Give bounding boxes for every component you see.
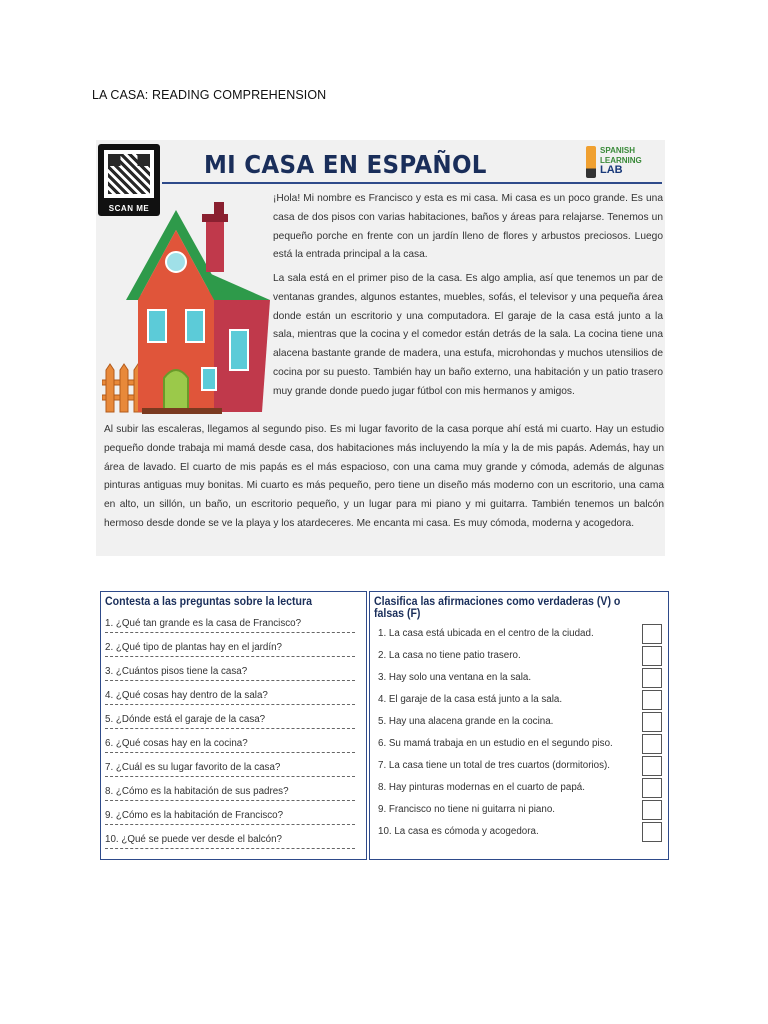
statement-item: 4. El garaje de la casa está junto a la sala. <box>378 694 563 705</box>
document-heading: LA CASA: READING COMPREHENSION <box>92 88 327 102</box>
paragraph-first-floor: La sala está en el primer piso de la casa. Es algo amplia, así que tenemos un par de ventanas grandes, algunos estantes, muebles, sofás, el televisor y una pequeña área donde están un escritorio y una computadora. El garaje de la casa está junto a la sala, mientras que la cocina y el comedor están detrás de la sala. La cocina tiene una alacena bastante grande de madera, una estufa, microhondas y muchos utensilios de cocina por su puesto. También hay un baño externo, una habitación y un patio trasero muy grande donde puedo jugar fútbol con mis hermanos y amigos. <box>273 273 663 397</box>
answer-box[interactable] <box>642 668 662 688</box>
question-item: 7. ¿Cuál es su lugar favorito de la casa? <box>105 762 355 777</box>
answer-box[interactable] <box>642 624 662 644</box>
logo-line-1: SPANISH <box>600 146 635 155</box>
logo-line-3: LAB <box>600 164 623 176</box>
question-item: 4. ¿Qué cosas hay dentro de la sala? <box>105 690 355 705</box>
paragraph-second-floor: Al subir las escaleras, llegamos al segundo piso. Es mi lugar favorito de la casa porque ahí está mi cuarto. Hay un estudio pequeño donde trabaja mi mamá desde casa, dos habitaciones más incluyendo la mía y la de mis papás. Además, hay un área de lavado. El cuarto de mis papás es el más espacioso, con una cama muy grande y cómoda, además de algunas pinturas antiguas muy bonitas. Mi cuarto es más pequeño, pero tiene un diseño más moderno con un escritorio, una cama en alto, un sillón, un baño, un escritorio pequeño, y un lugar para mi piano y mi guitarra. También tenemos un balcón hermoso desde donde se ve la playa y los atardeceres. Me encanta mi casa. Es muy cómoda, moderna y acogedora. <box>104 424 664 529</box>
statement-item: 9. Francisco no tiene ni guitarra ni piano. <box>378 804 555 815</box>
question-item: 8. ¿Cómo es la habitación de sus padres? <box>105 786 355 801</box>
question-item: 1. ¿Qué tan grande es la casa de Francisco? <box>105 618 355 633</box>
answer-box[interactable] <box>642 778 662 798</box>
question-item: 9. ¿Cómo es la habitación de Francisco? <box>105 810 355 825</box>
question-item: 5. ¿Dónde está el garaje de la casa? <box>105 714 355 729</box>
statement-item: 1. La casa está ubicada en el centro de la ciudad. <box>378 628 594 639</box>
logo-line-2: LEARNING <box>600 156 642 165</box>
answer-box[interactable] <box>642 712 662 732</box>
question-item: 2. ¿Qué tipo de plantas hay en el jardín? <box>105 642 355 657</box>
qr-label: SCAN ME <box>108 204 150 213</box>
answer-box[interactable] <box>642 734 662 754</box>
answer-box[interactable] <box>642 822 662 842</box>
reading-worksheet <box>96 140 665 556</box>
worksheet-title: MI CASA EN ESPAÑOL <box>204 150 487 179</box>
pencil-icon <box>586 146 596 178</box>
statement-item: 6. Su mamá trabaja en un estudio en el segundo piso. <box>378 738 613 749</box>
title-divider <box>162 182 662 184</box>
statement-item: 5. Hay una alacena grande en la cocina. <box>378 716 554 727</box>
question-item: 6. ¿Qué cosas hay en la cocina? <box>105 738 355 753</box>
questions-heading: Contesta a las preguntas sobre la lectura <box>105 596 312 608</box>
paragraph-intro: ¡Hola! Mi nombre es Francisco y esta es mi casa. Mi casa es un poco grande. Es una casa de dos pisos con varias habitaciones, baños y áreas para relajarse. Tenemos un pequeño porche en frente con un jardín lleno de flores y arbustos preciosos. Luego está la entrada principal a la casa. <box>273 193 663 261</box>
statement-item: 8. Hay pinturas modernas en el cuarto de papá. <box>378 782 585 793</box>
answer-box[interactable] <box>642 690 662 710</box>
true-false-heading: Clasifica las afirmaciones como verdaderas (V) o falsas (F) <box>374 596 621 620</box>
question-item: 3. ¿Cuántos pisos tiene la casa? <box>105 666 355 681</box>
question-item: 10. ¿Qué se puede ver desde el balcón? <box>105 834 355 849</box>
answer-box[interactable] <box>642 800 662 820</box>
statement-item: 2. La casa no tiene patio trasero. <box>378 650 521 661</box>
statement-item: 10. La casa es cómoda y acogedora. <box>378 826 539 837</box>
true-false-panel <box>369 591 669 860</box>
spanish-learning-lab-logo <box>586 144 664 180</box>
statement-item: 7. La casa tiene un total de tres cuartos (dormitorios). <box>378 760 610 771</box>
questions-panel <box>100 591 367 860</box>
house-illustration <box>102 200 270 415</box>
answer-box[interactable] <box>642 756 662 776</box>
statement-item: 3. Hay solo una ventana en la sala. <box>378 672 532 683</box>
answer-box[interactable] <box>642 646 662 666</box>
